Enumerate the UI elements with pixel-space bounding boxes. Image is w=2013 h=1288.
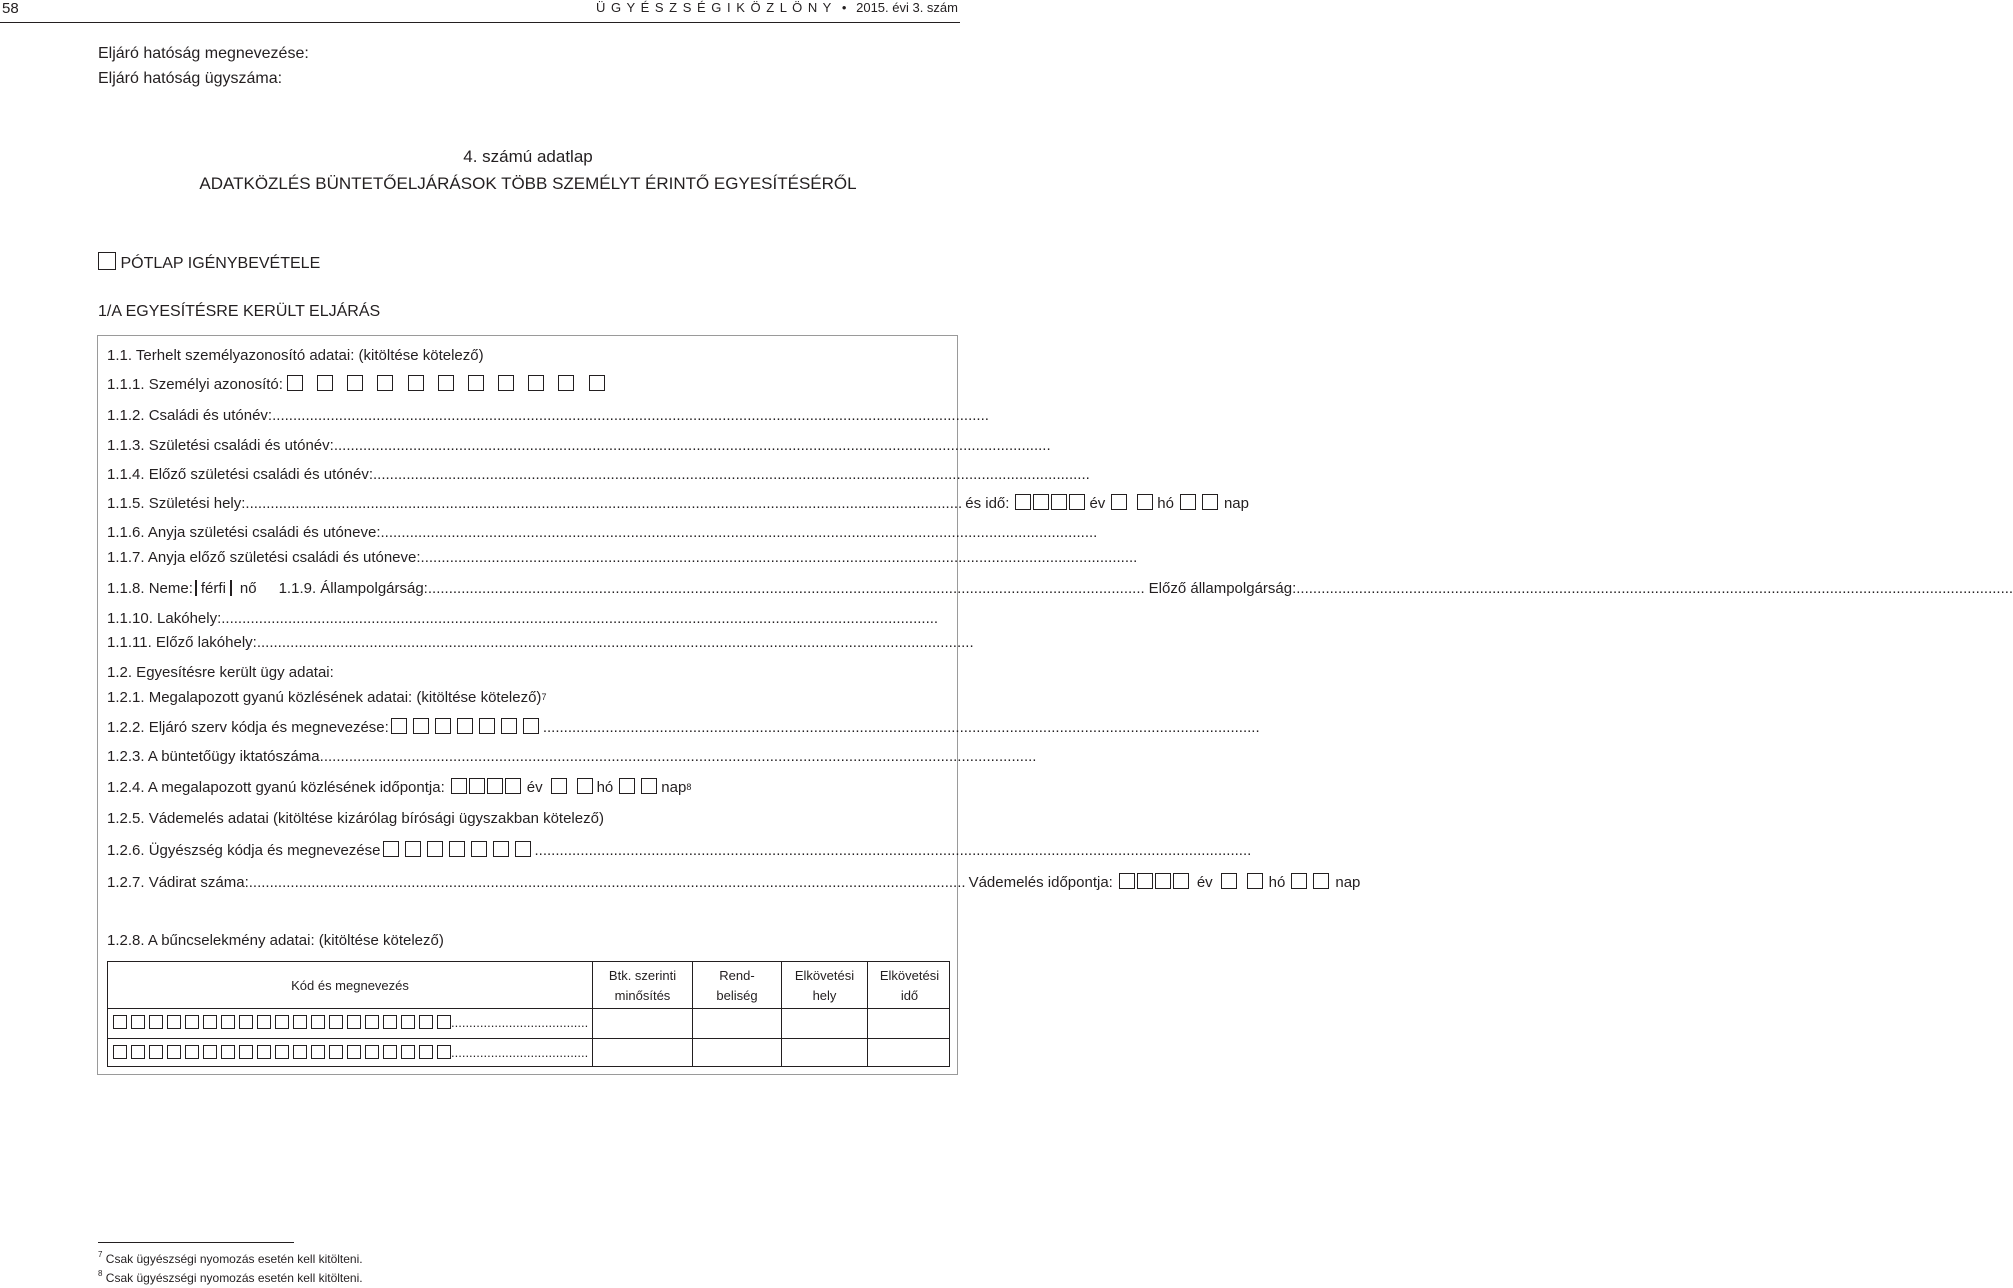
digit-box[interactable] (1155, 873, 1171, 889)
code-box[interactable] (149, 1045, 163, 1059)
digit-box[interactable] (1051, 494, 1067, 510)
month-label: hó (596, 778, 614, 796)
header-line: beliség (716, 988, 758, 1003)
table-col-rule (592, 1008, 593, 1066)
id-digit-box[interactable] (317, 375, 333, 391)
code-box[interactable] (347, 1015, 361, 1029)
table-row[interactable] (113, 1045, 588, 1060)
label-1-1-10: 1.1.10. Lakóhely: (107, 609, 222, 627)
digit-box[interactable] (1313, 873, 1329, 889)
field-1-1-11[interactable] (107, 632, 974, 652)
field-1-2-3[interactable] (107, 746, 1037, 766)
journal-name: Ü G Y É S Z S É G I K Ö Z L Ö N Y (596, 0, 833, 15)
code-box[interactable] (167, 1015, 181, 1029)
gender-female-checkbox[interactable] (230, 580, 232, 596)
digit-box[interactable] (1015, 494, 1031, 510)
header-line: Rend- (719, 968, 755, 983)
gender-female-label: nő (239, 579, 257, 597)
label-1-2-4: 1.2.4. A megalapozott gyanú közlésének időpontja: (107, 778, 445, 796)
code-box[interactable] (437, 1045, 451, 1059)
code-box[interactable] (185, 1045, 199, 1059)
code-box[interactable] (401, 1015, 415, 1029)
label-previous-citizenship: Előző állampolgárság: (1148, 579, 1297, 597)
code-box[interactable] (203, 1045, 217, 1059)
field-1-1-6[interactable] (107, 522, 1098, 542)
running-header (596, 0, 958, 15)
field-1-1-4[interactable] (107, 464, 1090, 484)
digit-box[interactable] (449, 841, 465, 857)
id-digit-box[interactable] (347, 375, 363, 391)
footnote-ref-7: 7 (541, 692, 547, 702)
id-digit-box[interactable] (498, 375, 514, 391)
digit-box[interactable] (457, 718, 473, 734)
code-box[interactable] (383, 1045, 397, 1059)
form-title: 4. számú adatlap (463, 147, 593, 166)
code-box[interactable] (293, 1045, 307, 1059)
code-box[interactable] (437, 1015, 451, 1029)
dotted-line[interactable]: ............................................................................................................................................................................ (380, 523, 1098, 541)
header-rule (0, 22, 960, 23)
code-box[interactable] (131, 1045, 145, 1059)
digit-box[interactable] (1119, 873, 1135, 889)
footnote-text: Csak ügyészségi nyomozás esetén kell kitölteni. (105, 1252, 363, 1266)
table-col-rule (781, 1008, 782, 1066)
digit-box[interactable] (551, 778, 567, 794)
digit-box[interactable] (505, 778, 521, 794)
digit-box[interactable] (1137, 494, 1153, 510)
label-1-2-3: 1.2.3. A büntetőügy iktatószáma (107, 747, 320, 765)
row-dots[interactable]: ...................................... (451, 1045, 589, 1060)
form-subtitle: ADATKÖZLÉS BÜNTETŐELJÁRÁSOK TÖBB SZEMÉLYT ÉRINTŐ EGYESÍTÉSÉRŐL (199, 174, 857, 193)
footnote-7 (98, 1250, 363, 1266)
dotted-line[interactable]: ............................................................................................................................................................................ (221, 609, 939, 627)
supplement-option[interactable] (98, 252, 320, 273)
field-1-2-1 (107, 687, 950, 707)
supplement-label: PÓTLAP IGÉNYBEVÉTELE (120, 255, 321, 272)
dotted-line[interactable]: ............................................................................................................................................................................ (256, 633, 974, 651)
table-header-time (867, 962, 951, 1008)
digit-box[interactable] (501, 718, 517, 734)
footnote-number: 8 (98, 1269, 103, 1278)
digit-box[interactable] (471, 841, 487, 857)
digit-box[interactable] (1247, 873, 1263, 889)
header-line: Elkövetési (794, 968, 855, 983)
field-1-1-7[interactable] (107, 547, 1138, 567)
field-1-2-7[interactable] (107, 872, 1361, 892)
id-digit-box[interactable] (287, 375, 303, 391)
birth-year-boxes[interactable] (1015, 494, 1085, 512)
code-box[interactable] (221, 1045, 235, 1059)
label-1-2-2: 1.2.2. Eljáró szerv kódja és megnevezése: (107, 718, 389, 736)
section-heading: 1/A EGYESÍTÉSRE KERÜLT ELJÁRÁS (98, 303, 381, 320)
id-digit-box[interactable] (377, 375, 393, 391)
digit-box[interactable] (487, 778, 503, 794)
dotted-line[interactable]: ............................................................................................................................................................................ (373, 465, 1090, 483)
label-1-2: 1.2. Egyesítésre került ügy adatai: (107, 663, 334, 681)
dotted-line[interactable]: ............................................................................................................................................................................ (245, 494, 963, 512)
id-digit-box[interactable] (438, 375, 454, 391)
field-1-1-3[interactable] (107, 435, 1051, 455)
table-header-place (781, 962, 867, 1008)
code-box[interactable] (239, 1015, 253, 1029)
code-box[interactable] (221, 1015, 235, 1029)
table-row-rule (108, 1038, 949, 1039)
field-1-1-5[interactable] (107, 493, 1249, 513)
label-1-1: 1.1. Terhelt személyazonosító adatai: (kitöltése kötelező) (107, 346, 484, 364)
code-box[interactable] (329, 1045, 343, 1059)
id-digit-box[interactable] (408, 375, 424, 391)
label-1-1-11: 1.1.11. Előző lakóhely: (107, 633, 257, 651)
code-box[interactable] (239, 1045, 253, 1059)
supplement-checkbox[interactable] (98, 252, 116, 270)
table-row[interactable] (113, 1015, 588, 1030)
code-box[interactable] (329, 1015, 343, 1029)
field-1-2-8 (107, 930, 950, 950)
digit-box[interactable] (1173, 873, 1189, 889)
code-box[interactable] (203, 1015, 217, 1029)
dotted-line[interactable]: ............................................................................................................................................................................ (427, 579, 1145, 597)
field-1-2-6[interactable] (107, 840, 1252, 860)
digit-box[interactable] (451, 778, 467, 794)
digit-box[interactable] (1137, 873, 1153, 889)
id-digit-box[interactable] (558, 375, 574, 391)
field-1-1-1 (107, 374, 950, 394)
dotted-line[interactable]: ............................................................................................................................................................................ (1296, 579, 2013, 597)
field-1-1-8-9 (107, 578, 2013, 598)
row-dots[interactable]: ...................................... (451, 1015, 589, 1030)
digit-box[interactable] (479, 718, 495, 734)
code-box[interactable] (401, 1045, 415, 1059)
year-label: év (1196, 873, 1213, 891)
digit-box[interactable] (1221, 873, 1237, 889)
digit-box[interactable] (1069, 494, 1085, 510)
code-box[interactable] (311, 1045, 325, 1059)
dotted-line[interactable]: ............................................................................................................................................................................ (248, 873, 966, 891)
field-1-1-10[interactable] (107, 608, 950, 628)
header-line: minősítés (614, 988, 671, 1003)
digit-box[interactable] (515, 841, 531, 857)
code-box[interactable] (275, 1045, 289, 1059)
personal-id-boxes[interactable] (287, 375, 605, 393)
field-1-1 (107, 345, 950, 365)
table-header-multiplicity (692, 962, 781, 1008)
code-box[interactable] (149, 1015, 163, 1029)
field-1-1-2[interactable] (107, 405, 989, 425)
header-line: Elkövetési (879, 968, 940, 983)
year-label: év (1089, 494, 1106, 512)
digit-box[interactable] (523, 718, 539, 734)
prosecution-code-boxes[interactable] (383, 841, 531, 859)
month-label: hó (1157, 494, 1174, 512)
footnote-number: 7 (98, 1250, 103, 1259)
authority-case-label: Eljáró hatóság ügyszáma: (98, 70, 283, 87)
label-1-2-7: 1.2.7. Vádirat száma: (107, 873, 249, 891)
label-1-1-2: 1.1.2. Családi és utónév: (107, 406, 273, 424)
id-digit-box[interactable] (589, 375, 605, 391)
code-box[interactable] (257, 1045, 271, 1059)
table-col-rule (692, 1008, 693, 1066)
label-1-1-5: 1.1.5. Születési hely: (107, 494, 246, 512)
digit-box[interactable] (1180, 494, 1196, 510)
field-1-2-5 (107, 808, 950, 828)
header-line: idő (900, 988, 919, 1003)
label-1-1-4: 1.1.4. Előző születési családi és utónév: (107, 465, 373, 483)
crime-table (107, 961, 950, 1067)
code-box[interactable] (131, 1015, 145, 1029)
code-box[interactable] (293, 1015, 307, 1029)
label-1-2-6: 1.2.6. Ügyészség kódja és megnevezése (107, 841, 381, 859)
code-box[interactable] (383, 1015, 397, 1029)
id-digit-box[interactable] (468, 375, 484, 391)
gender-male-label: férfi (200, 579, 226, 597)
digit-box[interactable] (413, 718, 429, 734)
label-1-1-8: 1.1.8. Neme: (107, 579, 193, 597)
code-box[interactable] (113, 1045, 127, 1059)
header-line: Btk. szerinti (608, 968, 677, 983)
field-1-2-2[interactable] (107, 717, 1260, 737)
label-1-2-5: 1.2.5. Vádemelés adatai (kitöltése kizárólag bírósági ügyszakban kötelező) (107, 809, 604, 827)
footnote-rule (98, 1242, 294, 1243)
day-label: nap (1223, 494, 1249, 512)
label-1-1-6: 1.1.6. Anyja születési családi és utóneve: (107, 523, 381, 541)
code-box[interactable] (347, 1045, 361, 1059)
footnote-8 (98, 1269, 363, 1285)
label-1-1-3: 1.1.3. Születési családi és utónév: (107, 436, 334, 454)
code-box[interactable] (275, 1015, 289, 1029)
label-1-2-8: 1.2.8. A bűncselekmény adatai: (kitöltése kötelező) (107, 931, 444, 949)
page-number: 58 (2, 0, 19, 17)
label-indictment-date: Vádemelés időpontja: (968, 873, 1113, 891)
digit-box[interactable] (1202, 494, 1218, 510)
header-bullet: • (841, 0, 847, 15)
label-1-1-1: 1.1.1. Személyi azonosító: (107, 375, 283, 393)
header-line: hely (812, 988, 837, 1003)
table-header-rule (108, 1008, 949, 1009)
dotted-line[interactable]: ............................................................................................................................................................................ (534, 841, 1252, 859)
footnote-ref-8: 8 (686, 782, 692, 792)
field-1-2-4[interactable] (107, 777, 950, 797)
digit-box[interactable] (619, 778, 635, 794)
digit-box[interactable] (405, 841, 421, 857)
day-label: nap (1335, 873, 1361, 891)
issue-number: 2015. évi 3. szám (856, 0, 958, 15)
label-1-2-1: 1.2.1. Megalapozott gyanú közlésének adatai: (kitöltése kötelező) (107, 688, 542, 706)
digit-box[interactable] (383, 841, 399, 857)
year-label: év (526, 778, 543, 796)
code-box[interactable] (311, 1015, 325, 1029)
dotted-line[interactable]: ............................................................................................................................................................................ (272, 406, 989, 424)
digit-box[interactable] (427, 841, 443, 857)
authority-name-label: Eljáró hatóság megnevezése: (98, 45, 309, 62)
digit-box[interactable] (391, 718, 407, 734)
gender-male-checkbox[interactable] (195, 580, 197, 596)
digit-box[interactable] (493, 841, 509, 857)
code-box[interactable] (257, 1015, 271, 1029)
code-box[interactable] (419, 1045, 433, 1059)
code-box[interactable] (365, 1015, 379, 1029)
table-col-rule (867, 1008, 868, 1066)
digit-box[interactable] (641, 778, 657, 794)
field-1-2 (107, 662, 950, 682)
label-1-1-7: 1.1.7. Anyja előző születési családi és utóneve: (107, 548, 421, 566)
code-box[interactable] (185, 1015, 199, 1029)
digit-box[interactable] (1111, 494, 1127, 510)
code-box[interactable] (167, 1045, 181, 1059)
code-box[interactable] (419, 1015, 433, 1029)
digit-box[interactable] (1291, 873, 1307, 889)
table-header-code (108, 962, 592, 1008)
digit-box[interactable] (1033, 494, 1049, 510)
dotted-line[interactable]: ............................................................................................................................................................................ (319, 747, 1037, 765)
code-box[interactable] (365, 1045, 379, 1059)
table-header-code-text: Kód és megnevezés (291, 977, 409, 993)
digit-box[interactable] (577, 778, 593, 794)
footnote-text: Csak ügyészségi nyomozás esetén kell kitölteni. (105, 1271, 363, 1285)
day-label: nap (661, 778, 687, 796)
digit-box[interactable] (435, 718, 451, 734)
code-box[interactable] (113, 1015, 127, 1029)
month-label: hó (1268, 873, 1286, 891)
agency-code-boxes[interactable] (391, 718, 539, 736)
dotted-line[interactable]: ............................................................................................................................................................................ (333, 436, 1051, 454)
id-digit-box[interactable] (528, 375, 544, 391)
label-1-1-9: 1.1.9. Állampolgárság: (278, 579, 428, 597)
digit-box[interactable] (469, 778, 485, 794)
label-and-time: és idő: (965, 494, 1010, 512)
dotted-line[interactable]: ............................................................................................................................................................................ (420, 548, 1138, 566)
table-header-qualification (592, 962, 692, 1008)
dotted-line[interactable]: ............................................................................................................................................................................ (542, 718, 1260, 736)
